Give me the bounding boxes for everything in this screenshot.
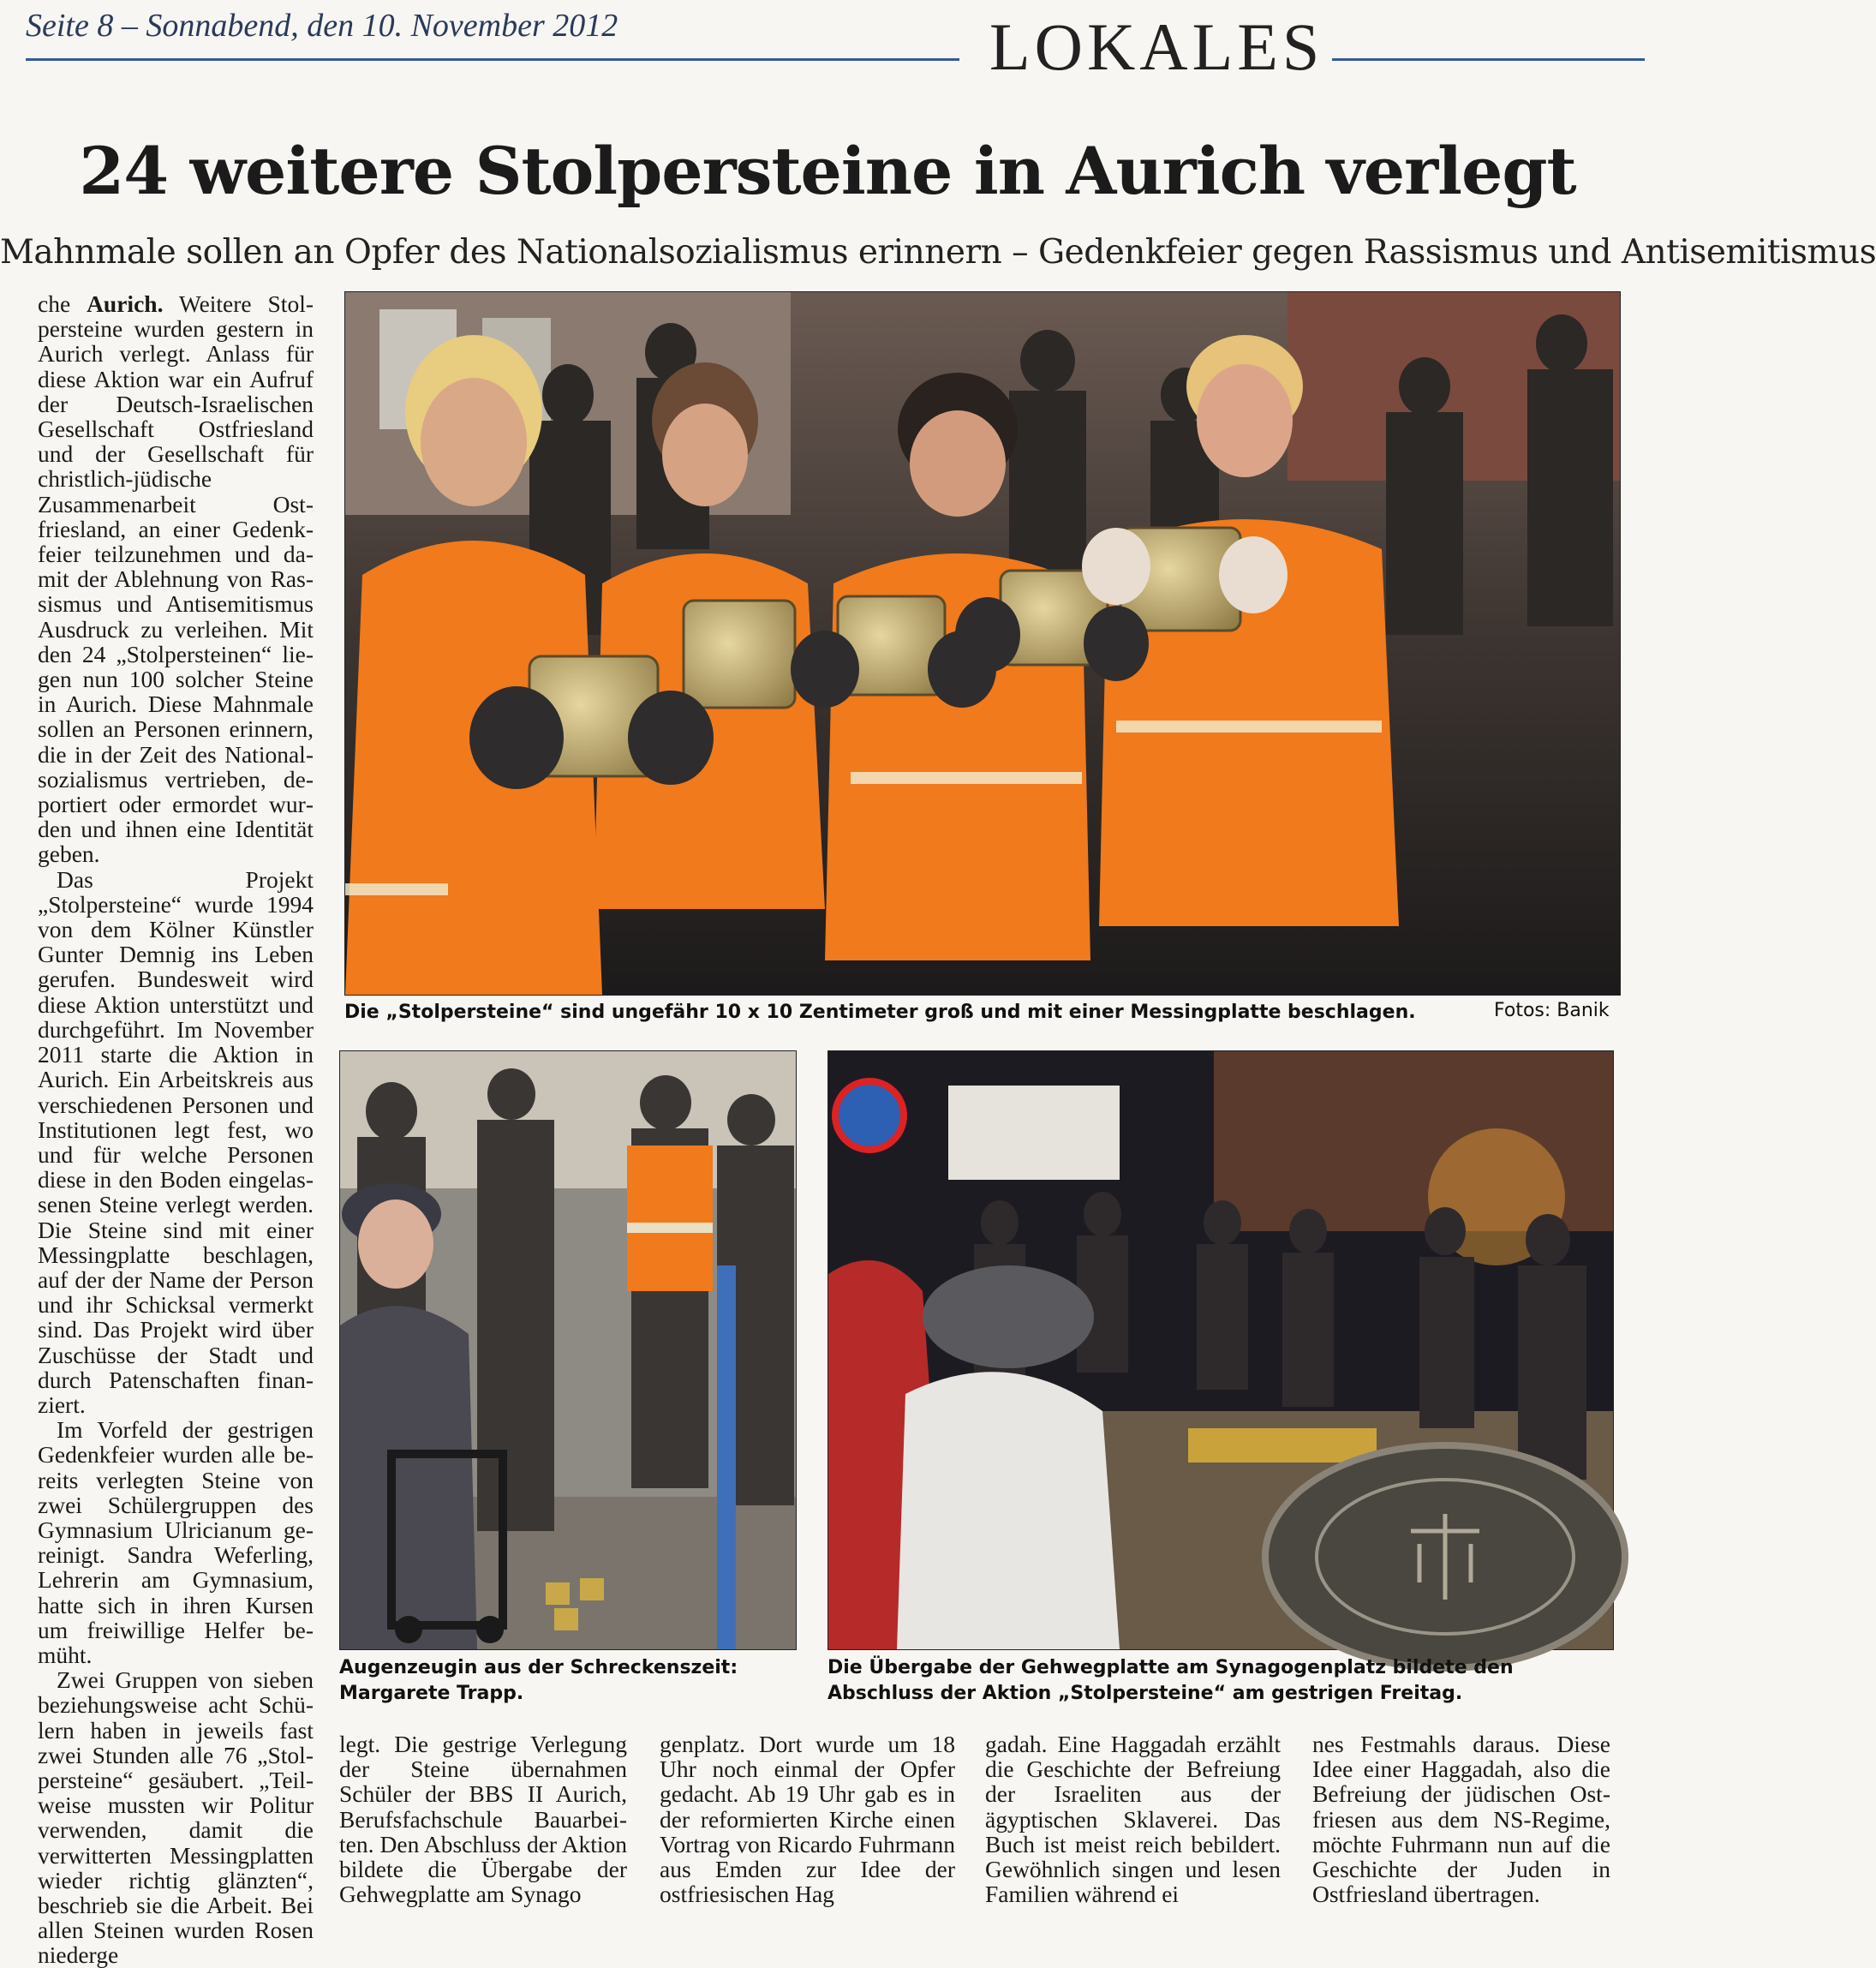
photo-credit: Fotos: Banik <box>1494 1000 1610 1021</box>
paragraph-1 <box>38 291 314 867</box>
left-photo <box>339 1050 797 1650</box>
article-column-1 <box>38 291 314 1968</box>
main-photo-caption: Die „Stolpersteine“ sind ungefähr 10 x 10 Zentimeter groß und mit einer Messingplatte beschlagen. <box>344 1002 1416 1023</box>
photo-synagogue-square <box>828 1051 1613 1649</box>
dateline-place: Aurich. <box>87 290 164 317</box>
right-photo <box>827 1050 1614 1650</box>
article-column-4: gadah. Eine Haggadah erzählt die Geschichte der Befreiung der Israeliten aus der ägyptischen Sklaverei. Das Buch ist meist reich bebildert. Gewöhnlich singen und lesen Familien während ei <box>985 1731 1281 1908</box>
paragraph-2: Das Projekt „Stolpersteine“ wurde 1994 von dem Kölner Künstler Gunter Demnig ins Leben gerufen. Bundesweit wird diese Aktion unterstützt und durchgeführt. Im November 2011 starte die Aktion in Aurich. Ein Arbeitskreis aus verschiedenen Personen und Institutionen legt fest, wo und für welche Personen diese in den Boden eingelassenen Steine verlegt werden. Die Steine sind mit einer Messingplatte beschlagen, auf der der Name der Person und ihr Schicksal vermerkt sind. Das Projekt wird über Zuschüsse der Stadt und durch Patenschaften finanziert. <box>38 865 314 1418</box>
section-title: LOKALES <box>989 9 1324 84</box>
article-column-3: genplatz. Dort wurde um 18 Uhr noch einmal der Opfer gedacht. Ab 19 Uhr gab es in der reformierten Kirche einen Vortrag von Ricardo Fuhrmann aus Emden zur Idee der ostfriesischen Hag <box>660 1731 955 1908</box>
right-photo-caption: Die Übergabe der Gehwegplatte am Synagogenplatz bildete den Abschluss der Aktion „Stolpersteine“ am gestrigen Freitag. <box>827 1657 1514 1704</box>
page-dateline: Seite 8 – Sonnabend, den 10. November 2012 <box>26 8 618 44</box>
paragraph-4: Zwei Gruppen von sieben beziehungsweise acht Schülern haben in jeweils fast zwei Stunden alle 76 „Stolpersteine“ gesäubert. „Teilweise mussten wir Politur verwenden, damit die verwitterten Messingplatten wieder richtig glänzten“, beschrieb sie die Arbeit. Bei allen Steinen wurden Rosen niederge <box>38 1666 314 1968</box>
article-column-2: legt. Die gestrige Verlegung der Steine übernahmen Schüler der BBS II Aurich, Berufsfachschule Bauarbeiten. Den Abschluss der Aktion bildete die Übergabe der Gehwegplatte am Synago <box>339 1731 627 1908</box>
photo-students-holding-stones <box>345 292 1620 995</box>
subheadline: Mahnmale sollen an Opfer des Nationalsozialismus erinnern – Gedenkfeier gegen Rassismus und Antisemitismus <box>0 233 1876 272</box>
left-photo-caption: Augenzeugin aus der Schreckenszeit: Margarete Trapp. <box>339 1657 738 1704</box>
photo-eyewitness <box>340 1051 796 1649</box>
headline: 24 weitere Stolpersteine in Aurich verlegt <box>79 133 1576 209</box>
main-photo <box>344 291 1621 996</box>
paragraph-1-text: Weitere Stolpersteine wurden gestern in Aurich verlegt. Anlass für diese Aktion war ein Aufruf der Deutsch-Israelischen Gesellschaft Ostfriesland und der Gesellschaft für christlich-jüdische Zusammenarbeit Ostfriesland, an einer Gedenkfeier teilzunehmen und damit der Ablehnung von Rassismus und Antisemitismus Ausdruck zu verleihen. Mit den 24 „Stolpersteinen“ liegen nun 100 solcher Steine in Aurich. Diese Mahnmale sollen an Personen erinnern, die in der Zeit des Nationalsozialismus vertrieben, deportiert oder ermordet wurden und ihnen eine Identität geben. <box>38 290 314 868</box>
header-rule-right <box>1332 58 1645 61</box>
article-column-5: nes Festmahls daraus. Diese Idee einer Haggadah, also die Befreiung der jüdischen Ostfriesen aus dem NS-Regime, möchte Fuhrmann nun auf die Geschichte der Juden in Ostfriesland übertragen. <box>1312 1731 1610 1908</box>
paragraph-prefix: che <box>38 290 71 317</box>
paragraph-3: Im Vorfeld der gestrigen Gedenkfeier wurden alle bereits verlegten Steine von zwei Schülergruppen des Gymnasium Ulricianum gereinigt. Sandra Weferling, Lehrerin am Gymnasium, hatte sich in ihren Kursen um freiwillige Helfer bemüht. <box>38 1416 314 1668</box>
header-rule-left <box>26 58 959 61</box>
